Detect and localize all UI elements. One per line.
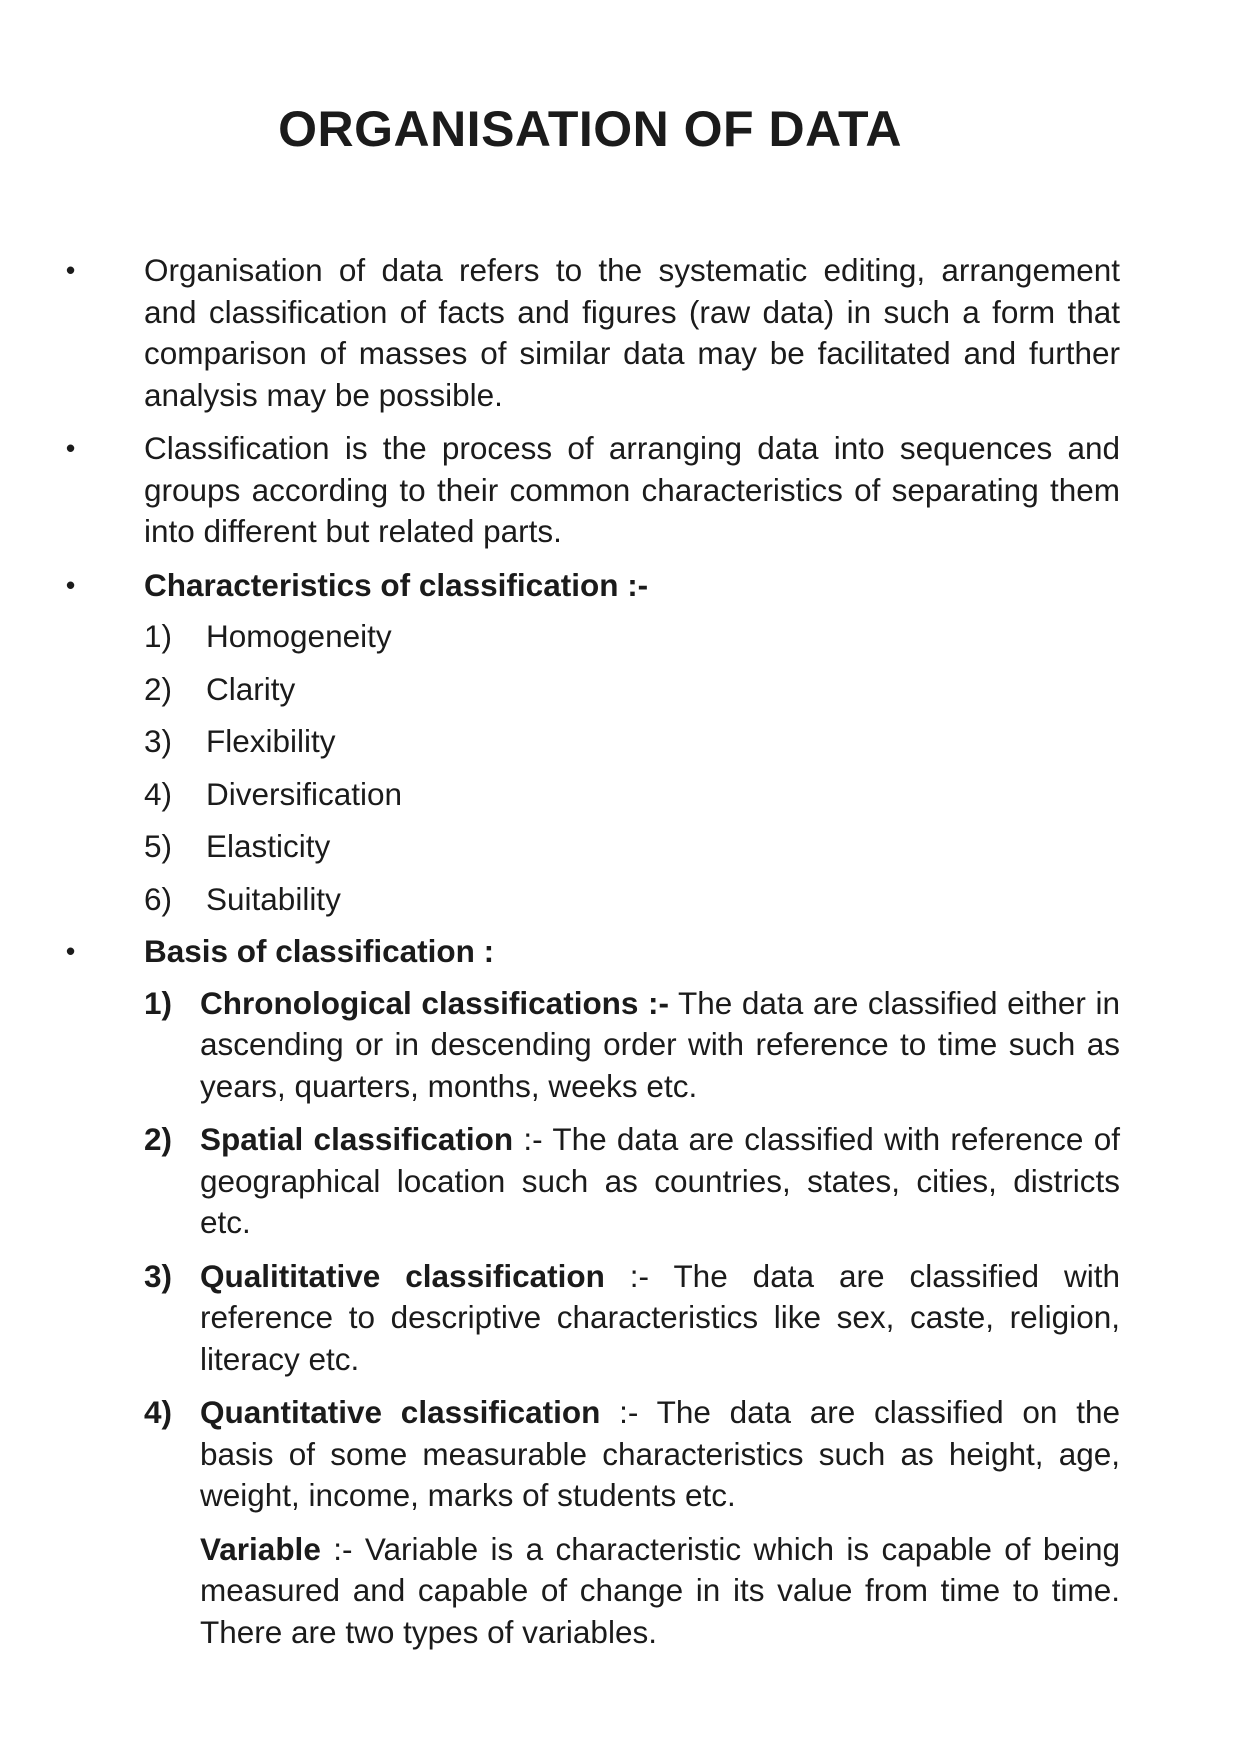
list-number: 1) [144,984,173,1021]
bullet-definition-organisation [60,250,1120,416]
list-item-label: Clarity [206,670,296,707]
list-number: 4) [144,775,173,812]
list-number: 3) [144,1257,173,1294]
basis-description: The data are classified either in ascending or in descending order with reference to time such as years, quarters, months, weeks etc. [200,984,1120,1104]
bullet-dot: • [66,255,76,285]
list-item-label: Homogeneity [206,618,392,654]
bullet-dot: • [66,569,76,600]
list-item-label: Diversification [206,775,403,812]
variable-description: :- Variable is a characteristic which is capable of being measured and capable of change in its value from time to time. There are two types of variables. [200,1530,1120,1650]
list-number: 2) [144,670,173,707]
basis-term: Chronological classifications :- [200,984,670,1021]
list-item-label: Flexibility [206,723,336,759]
list-item [144,879,1120,920]
basis-item-qualitative [144,1256,1120,1381]
basis-description: :- The data are classified on the basis of some measurable characteristics such as height, age, weight, income, marks of students etc. [200,1394,1120,1513]
bullet-text: Classification is the process of arranging data into sequences and groups according to their common characteristics of separating them into different but related parts. [144,430,1120,549]
section-heading: Basis of classification : [144,933,495,969]
bullet-characteristics-heading [60,565,1120,607]
bullet-definition-classification [60,428,1120,553]
list-number: 1) [144,618,173,654]
bullet-dot: • [66,433,76,463]
page-title: ORGANISATION OF DATA [278,101,902,157]
list-number: 3) [144,723,173,759]
list-number: 2) [144,1121,173,1157]
list-item [144,826,1120,867]
list-number: 6) [144,880,173,917]
list-number: 4) [144,1394,173,1430]
list-item [144,669,1120,710]
list-item [144,616,1120,657]
basis-item-chronological [144,983,1120,1108]
bullet-basis-heading [60,931,1120,973]
basis-item-quantitative [144,1392,1120,1517]
list-item-label: Suitability [206,880,341,917]
section-heading: Characteristics of classification :- [144,566,649,603]
variable-definition [200,1529,1120,1654]
list-item-label: Elasticity [206,828,331,864]
bullet-text: Organisation of data refers to the systematic editing, arrangement and classification of facts and figures (raw data) in such a form that comparison of masses of similar data may be facilitated and further analysis may be possible. [144,252,1120,413]
list-item [144,721,1120,762]
list-item [144,774,1120,815]
list-number: 5) [144,828,173,864]
basis-description: :- The data are classified with reference to descriptive characteristics like sex, caste, religion, literacy etc. [200,1257,1120,1377]
basis-term: Quantitative classification [200,1394,601,1430]
basis-term: Qualititative classification [200,1257,605,1294]
basis-description: :- The data are classified with reference of geographical location such as countries, states, cities, districts etc. [200,1121,1120,1240]
characteristics-list [144,616,1120,920]
basis-item-spatial [144,1119,1120,1244]
bullet-dot: • [66,936,76,966]
variable-term: Variable [200,1530,321,1567]
basis-term: Spatial classification [200,1121,514,1157]
basis-list [144,983,1120,1517]
document-body [60,250,1120,1653]
